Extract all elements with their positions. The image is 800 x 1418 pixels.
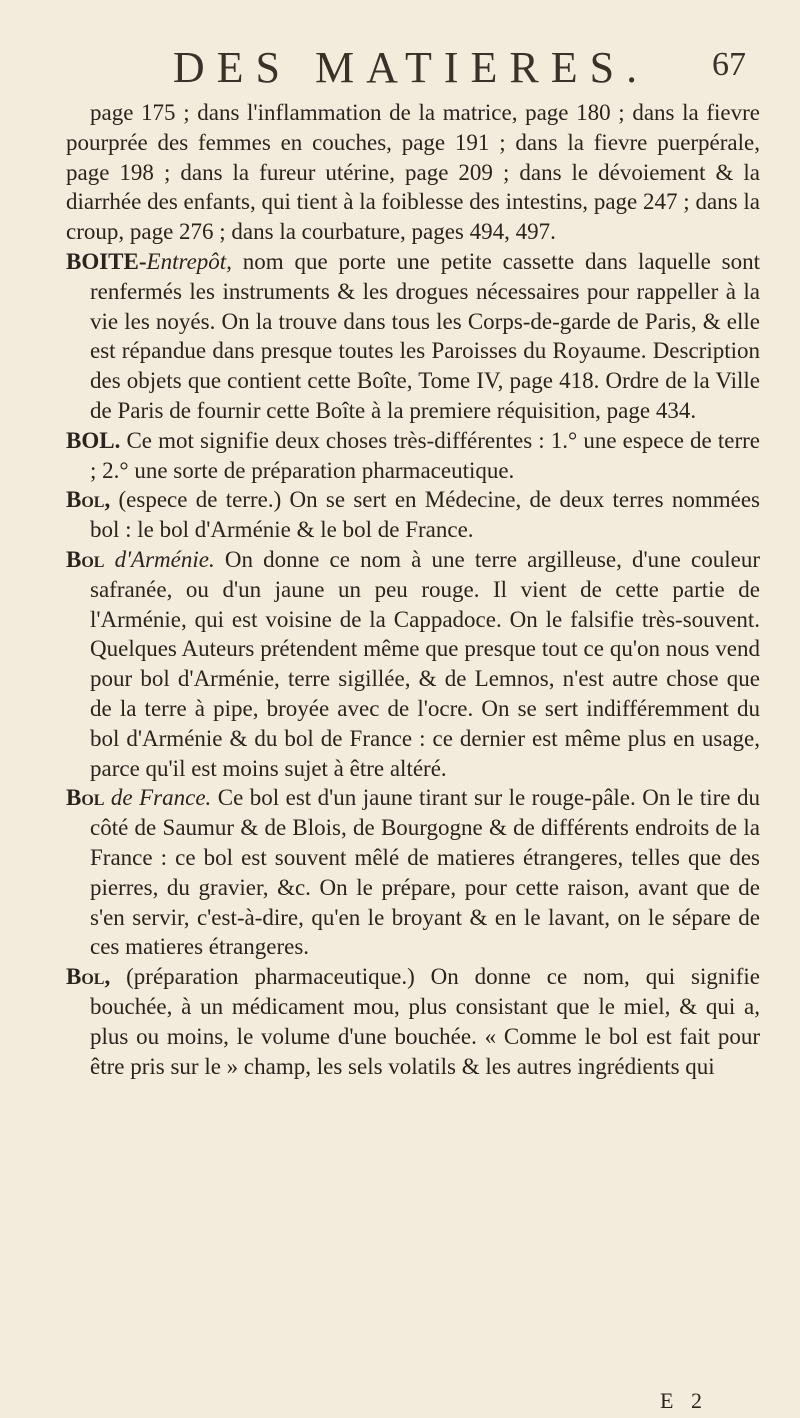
entry-head: Bol, <box>66 487 111 513</box>
entry-subhead: de France. <box>104 785 212 811</box>
entry-text: (préparation pharmaceutique.) On donne ce nom, qui signifie bouchée, à un médicament mou, plus consistant que le miel, & qui a, plus ou moins, le volume d'une bouchée. « Comme le bol est fait pour être pris sur le » champ, les sels volatils & les autres ingrédients qui <box>90 964 760 1079</box>
entry-subhead: Entrepôt, <box>146 248 232 274</box>
entry-text: Ce mot signifie deux choses très-différentes : 1.° une espece de terre ; 2.° une sorte de préparation pharmaceutique. <box>90 427 760 483</box>
continued-entry <box>66 98 760 247</box>
entry-head: BOITE- <box>66 248 147 274</box>
entry-text: On donne ce nom à une terre argilleuse, d'une couleur safranée, ou d'un jaune un peu rouge. Il vient de cette partie de l'Arménie, qui est voisine de la Cappadoce. On le falsifie très-souvent. Quelques Auteurs prétendent même que presque tout ce qu'on nous vend pour bol d'Arménie, terre sigillée, & de Lemnos, n'est autre chose que de la terre à pipe, broyée avec de l'ocre. On se sert indifféremment du bol d'Arménie & du bol de France : ce dernier est même plus en usage, parce qu'il est moins sujet à être altéré. <box>90 546 760 781</box>
entry-head: BOL. <box>66 427 121 453</box>
running-title: DES MATIERES. <box>172 43 650 92</box>
entry-subhead: d'Arménie. <box>104 546 215 572</box>
entry-head: Bol, <box>66 964 111 990</box>
page-number: 67 <box>712 46 746 83</box>
entry-text: nom que porte une petite cassette dans laquelle sont renfermés les instruments & les drogues nécessaires pour rappeller à la vie les noyés. On la trouve dans tous les Corps-de-garde de Paris, & elle est répandue dans presque toutes les Paroisses du Royaume. Description des objets que contient cette Boîte, Tome IV, page 418. Ordre de la Ville de Paris de fournir cette Boîte à la premiere réquisition, page 434. <box>90 248 760 423</box>
entry-text: page 175 ; dans l'inflammation de la matrice, page 180 ; dans la fievre pourprée des femmes en couches, page 191 ; dans la fievre puerpérale, page 198 ; dans la fureur utérine, page 209 ; dans le dévoiement & la diarrhée des enfants, qui tient à la foiblesse des intestins, page 247 ; dans la croup, page 276 ; dans la courbature, pages 494, 497. <box>66 100 760 245</box>
entry-head: Bol <box>66 546 105 572</box>
index-entry-bol <box>66 426 760 486</box>
signature-mark: E 2 <box>660 1388 708 1413</box>
page-header <box>66 40 756 98</box>
index-entry-bol-france <box>66 783 760 962</box>
index-text <box>66 98 760 1081</box>
entry-text: Ce bol est d'un jaune tirant sur le rouge-pâle. On le tire du côté de Saumur & de Blois, de Bourgogne & de différents endroits de la France : ce bol est souvent mêlé de matieres étrangeres, telles que des pierres, du gravier, &c. On le prépare, pour cette raison, avant que de s'en servir, c'est-à-dire, qu'en le broyant & en le lavant, on le sépare de ces matieres étrangeres. <box>90 785 760 960</box>
index-entry-bol-armenie <box>66 545 760 783</box>
entry-text: (espece de terre.) On se sert en Médecine, de deux terres nommées bol : le bol d'Arménie & le bol de France. <box>90 487 760 543</box>
index-entry-bol-preparation <box>66 962 760 1081</box>
index-entry-boite <box>66 247 760 426</box>
entry-head: Bol <box>66 785 105 811</box>
index-entry-bol-terre <box>66 485 760 545</box>
